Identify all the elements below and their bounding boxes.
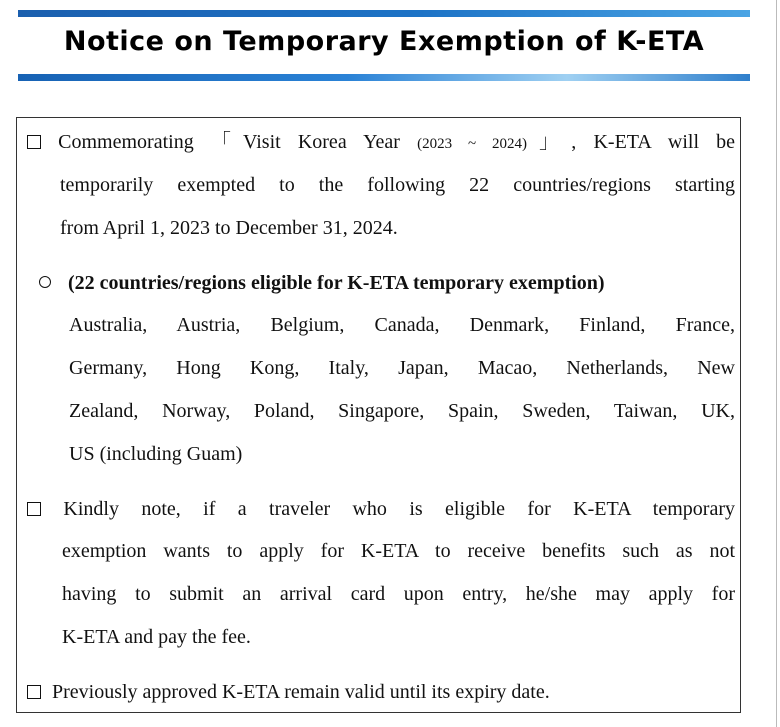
- title-banner: [18, 10, 750, 82]
- item2-line1: [27, 497, 735, 521]
- country-line4: US (including Guam): [69, 443, 243, 465]
- checkbox-square-icon: [27, 685, 41, 699]
- item1-text-pre: Commemorating 「Visit Korea Year: [58, 131, 418, 153]
- item3-text: Previously approved K-ETA remain valid until its expiry date.: [52, 681, 550, 703]
- item1-line3: from April 1, 2023 to December 31, 2024.: [60, 217, 398, 239]
- item2-line2: exemption wants to apply for K-ETA to receive benefits such as not: [62, 540, 735, 562]
- sub-heading: (22 countries/regions eligible for K-ETA temporary exemption): [68, 272, 605, 294]
- item2-line3: having to submit an arrival card upon entry, he/she may apply for: [62, 583, 735, 605]
- country-line2: Germany, Hong Kong, Italy, Japan, Macao, Netherlands, New: [69, 357, 735, 379]
- item1-text-post: 」, K-ETA will be: [527, 131, 736, 153]
- item1-line1: [27, 130, 735, 156]
- title-bottom-bar: [18, 74, 750, 81]
- title-top-bar: [18, 10, 750, 17]
- item2-text1: Kindly note, if a traveler who is eligible for K-ETA temporary: [63, 498, 735, 520]
- item3-line1: [27, 680, 550, 704]
- sub-heading-line: [39, 271, 605, 295]
- checkbox-square-icon: [27, 135, 41, 149]
- circle-bullet-icon: [39, 276, 51, 288]
- country-line1: Australia, Austria, Belgium, Canada, Denmark, Finland, France,: [69, 314, 735, 336]
- page-title: Notice on Temporary Exemption of K-ETA: [63, 26, 705, 57]
- notice-box: [16, 117, 741, 713]
- checkbox-square-icon: [27, 502, 41, 516]
- item1-years: (2023 ~ 2024): [417, 136, 528, 152]
- item1-line2: temporarily exempted to the following 22 countries/regions starting: [60, 174, 735, 196]
- page-edge-line: [776, 0, 777, 727]
- item2-line4: K-ETA and pay the fee.: [62, 626, 251, 648]
- country-line3: Zealand, Norway, Poland, Singapore, Spain, Sweden, Taiwan, UK,: [69, 400, 735, 422]
